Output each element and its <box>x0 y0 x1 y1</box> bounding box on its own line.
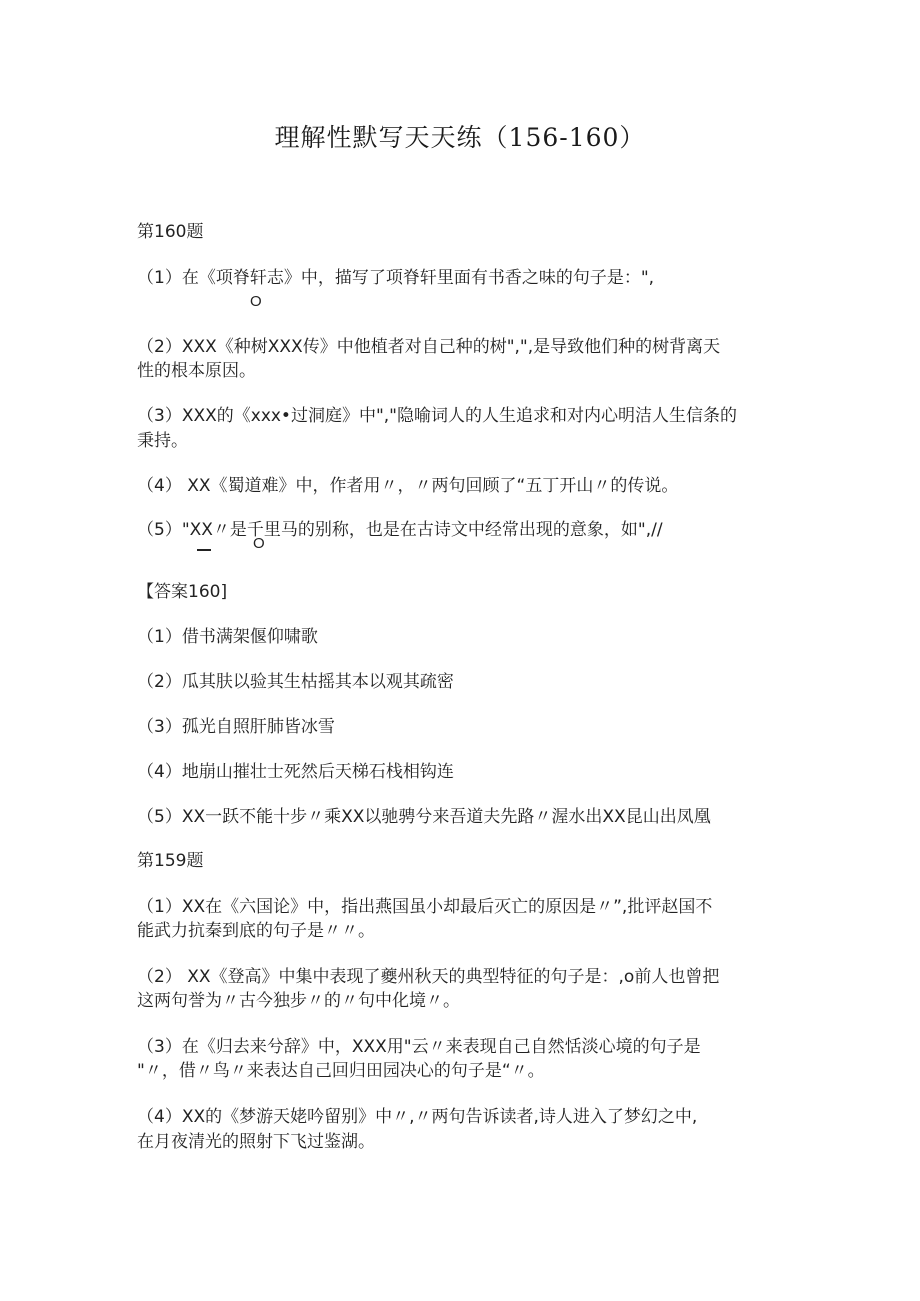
answer-160-item-5: （5）XX一跃不能十步〃乘XX以驰骋兮来吾道夫先路〃渥水出XX昆山出凤凰 <box>137 807 711 827</box>
page-title: 理解性默写天天练（156-160） <box>274 123 646 152</box>
answer-160-item-3: （3）孤光自照肝肺皆冰雪 <box>137 717 335 737</box>
q160-item-1: （1）在《项脊轩志》中，描写了项脊轩里面有书香之味的句子是：", <box>137 268 655 288</box>
q160-item-5: （5）"XX〃是千里马的别称，也是在古诗文中经常出现的意象，如",// <box>137 520 663 540</box>
answer-160-item-4: （4）地崩山摧壮士死然后天梯石栈相钩连 <box>137 762 454 782</box>
answer-160-heading: 【答案160] <box>137 582 228 602</box>
q160-item-2-line-2: 性的根本原因。 <box>137 361 256 381</box>
q159-item-2-line-2: 这两句誉为〃古今独步〃的〃句中化境〃。 <box>137 991 460 1011</box>
q159-item-3-line-2: "〃，借〃鸟〃来表达自己回归田园决心的句子是“〃。 <box>137 1061 545 1081</box>
q160-item-2-line-1: （2）XXX《种树XXX传》中他植者对自己种的树",",是导致他们种的树背离天 <box>137 337 721 357</box>
q160-item-3-line-2: 秉持。 <box>137 431 188 451</box>
q160-item-3-line-1: （3）XXX的《xxx•过洞庭》中","隐喻词人的人生追求和对内心明洁人生信条的 <box>137 406 738 426</box>
q160-item-4: （4） XX《蜀道难》中，作者用〃，〃两句回顾了“五丁开山〃的传说。 <box>137 476 679 496</box>
question-160-heading: 第160题 <box>137 222 204 242</box>
q159-item-4-line-2: 在月夜清光的照射下飞过鉴湖。 <box>137 1132 375 1152</box>
question-159-heading: 第159题 <box>137 851 204 871</box>
answer-160-item-2: （2）瓜其肤以验其生枯摇其本以观其疏密 <box>137 672 454 692</box>
q159-item-1-line-2: 能武力抗秦到底的句子是〃〃。 <box>137 921 375 941</box>
q159-item-3-line-1: （3）在《归去来兮辞》中，XXX用"云〃来表现自己自然恬淡心境的句子是 <box>137 1037 701 1057</box>
q160-item-5-blank-dash <box>197 549 211 551</box>
answer-160-item-1: （1）借书满架偃仰啸歌 <box>137 627 318 647</box>
q160-item-1-blank-mark: O <box>250 293 262 310</box>
q159-item-1-line-1: （1）XX在《六国论》中，指出燕国虽小却最后灭亡的原因是〃”,批评赵国不 <box>137 897 713 917</box>
q159-item-2-line-1: （2） XX《登高》中集中表现了夔州秋天的典型特征的句子是：,o前人也曾把 <box>137 967 720 987</box>
q160-item-5-blank-mark: O <box>253 535 265 552</box>
q159-item-4-line-1: （4）XX的《梦游天姥吟留别》中〃,〃两句告诉读者,诗人进入了梦幻之中, <box>137 1107 698 1127</box>
